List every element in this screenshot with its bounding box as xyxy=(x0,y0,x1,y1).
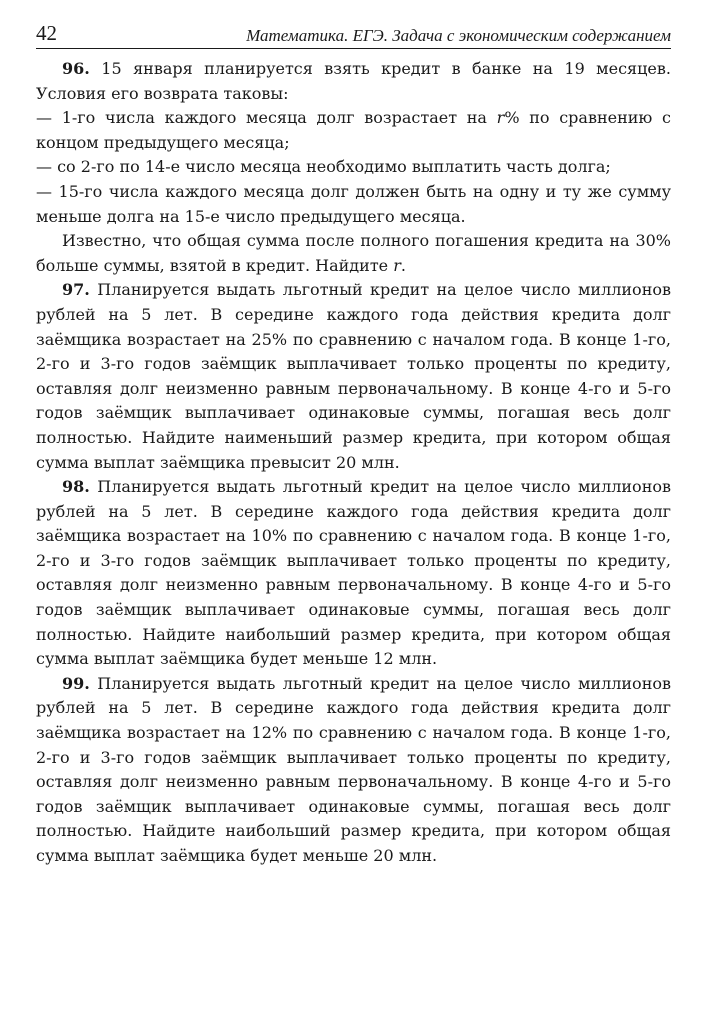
running-title: Математика. ЕГЭ. Задача с экономическим содержанием xyxy=(246,26,671,45)
problem-98 xyxy=(36,475,671,672)
problem-96-condition-1 xyxy=(36,106,671,155)
variable-r: r xyxy=(496,108,505,128)
problem-96-number: 96. xyxy=(62,59,90,78)
condition-1-text-a: — 1-го числа каждого месяца долг возрастает на xyxy=(36,108,497,128)
problem-97-number: 97. xyxy=(62,280,90,300)
problem-96-intro xyxy=(36,57,671,106)
problem-96-question xyxy=(36,229,671,278)
problem-98-number: 98. xyxy=(62,477,90,497)
question-text-b: . xyxy=(400,255,406,275)
problem-97 xyxy=(36,278,671,475)
variable-r: r xyxy=(393,255,401,275)
problem-99-number: 99. xyxy=(62,673,90,693)
problem-96-intro-text: 15 января планируется взять кредит в банке на 19 месяцев. Условия его возврата таковы: xyxy=(36,59,671,103)
problem-96-condition-2: — со 2-го по 14-е число месяца необходимо выплатить часть долга; xyxy=(36,157,611,177)
page-number: 42 xyxy=(36,21,57,45)
page-content xyxy=(36,57,671,869)
problem-98-text: Планируется выдать льготный кредит на целое число миллионов рублей на 5 лет. В середине каждого года действия кредита долг заёмщика возрастает на 10% по сравнению с началом года. В конце 1-го, 2-го и 3-го годов заёмщик выплачивает только проценты по кредиту, оставляя долг неизменно равным первоначальному. В конце 4-го и 5-го годов заёмщик выплачивает одинаковые суммы, погашая весь долг полностью. Найдите наибольший размер кредита, при котором общая сумма выплат заёмщика будет меньше 12 млн. xyxy=(36,477,671,669)
condition-1-text-b: % по сравнению с концом предыдущего месяца; xyxy=(36,108,672,152)
problem-97-text: Планируется выдать льготный кредит на целое число миллионов рублей на 5 лет. В середине каждого года действия кредита долг заёмщика возрастает на 25% по сравнению с началом года. В конце 1-го, 2-го и 3-го годов заёмщик выплачивает только проценты по кредиту, оставляя долг неизменно равным первоначальному. В конце 4-го и 5-го годов заёмщик выплачивает одинаковые суммы, погашая весь долг полностью. Найдите наименьший размер кредита, при котором общая сумма выплат заёмщика превысит 20 млн. xyxy=(36,280,671,472)
question-text-a: Известно, что общая сумма после полного погашения кредита на 30% больше суммы, взятой в кредит. Найдите xyxy=(36,231,671,275)
page-header xyxy=(36,14,671,49)
problem-96-condition-3: — 15-го числа каждого месяца долг должен быть на одну и ту же сумму меньше долга на 15-е число предыдущего месяца. xyxy=(36,181,671,226)
problem-99-text: Планируется выдать льготный кредит на целое число миллионов рублей на 5 лет. В середине каждого года действия кредита долг заёмщика возрастает на 12% по сравнению с началом года. В конце 1-го, 2-го и 3-го годов заёмщик выплачивает только проценты по кредиту, оставляя долг неизменно равным первоначальному. В конце 4-го и 5-го годов заёмщик выплачивает одинаковые суммы, погашая весь долг полностью. Найдите наибольший размер кредита, при котором общая сумма выплат заёмщика будет меньше 20 млн. xyxy=(36,673,671,865)
problem-99 xyxy=(36,672,671,869)
